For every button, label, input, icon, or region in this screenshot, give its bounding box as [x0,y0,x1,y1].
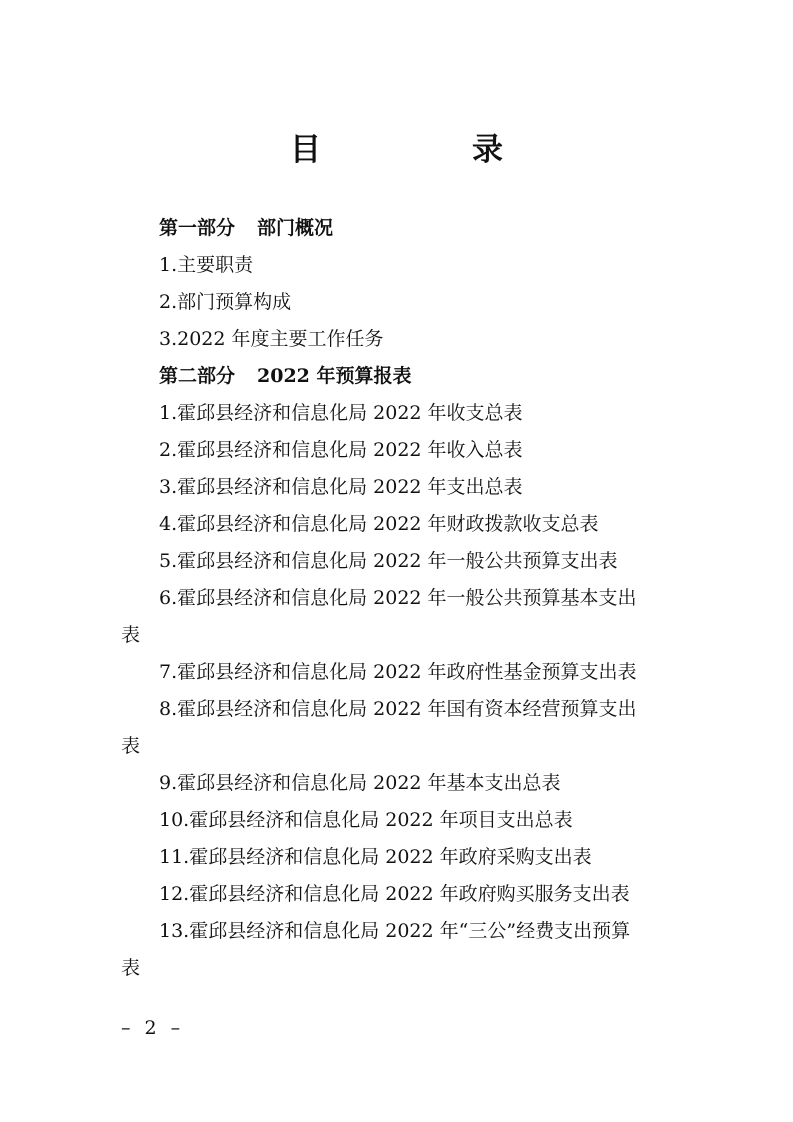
toc-item-continuation[interactable]: 表 [121,624,141,646]
section-name: 2022 年预算报表 [257,365,412,387]
page-title: 目 录 [290,132,563,168]
page-number: – 2 – [121,1017,185,1039]
section-label: 第二部分 [159,365,236,387]
section-label: 第一部分 [159,217,236,239]
toc-item[interactable]: 11.霍邱县经济和信息化局 2022 年政府采购支出表 [159,846,592,868]
toc-item[interactable]: 4.霍邱县经济和信息化局 2022 年财政拨款收支总表 [159,513,599,535]
toc-item[interactable]: 1.主要职责 [159,254,254,276]
toc-item[interactable]: 2.霍邱县经济和信息化局 2022 年收入总表 [159,439,523,461]
toc-item[interactable]: 3.霍邱县经济和信息化局 2022 年支出总表 [159,476,523,498]
toc-item[interactable]: 8.霍邱县经济和信息化局 2022 年国有资本经营预算支出 [159,698,637,720]
toc-item[interactable]: 2.部门预算构成 [159,291,292,313]
toc-item[interactable]: 10.霍邱县经济和信息化局 2022 年项目支出总表 [159,809,573,831]
toc-item[interactable]: 6.霍邱县经济和信息化局 2022 年一般公共预算基本支出 [159,587,637,609]
toc-item[interactable]: 13.霍邱县经济和信息化局 2022 年“三公”经费支出预算 [159,920,631,942]
table-of-contents [121,210,681,987]
toc-item[interactable]: 5.霍邱县经济和信息化局 2022 年一般公共预算支出表 [159,550,618,572]
toc-item[interactable]: 7.霍邱县经济和信息化局 2022 年政府性基金预算支出表 [159,661,637,683]
toc-section-part1 [121,210,681,247]
toc-item[interactable]: 12.霍邱县经济和信息化局 2022 年政府购买服务支出表 [159,883,630,905]
toc-item-continuation[interactable]: 表 [121,735,141,757]
toc-item[interactable]: 1.霍邱县经济和信息化局 2022 年收支总表 [159,402,523,424]
section-name: 部门概况 [257,217,334,239]
toc-item[interactable]: 9.霍邱县经济和信息化局 2022 年基本支出总表 [159,772,561,794]
toc-item-continuation[interactable]: 表 [121,957,141,979]
toc-item[interactable]: 3.2022 年度主要工作任务 [159,328,384,350]
toc-section-part2 [121,358,681,395]
